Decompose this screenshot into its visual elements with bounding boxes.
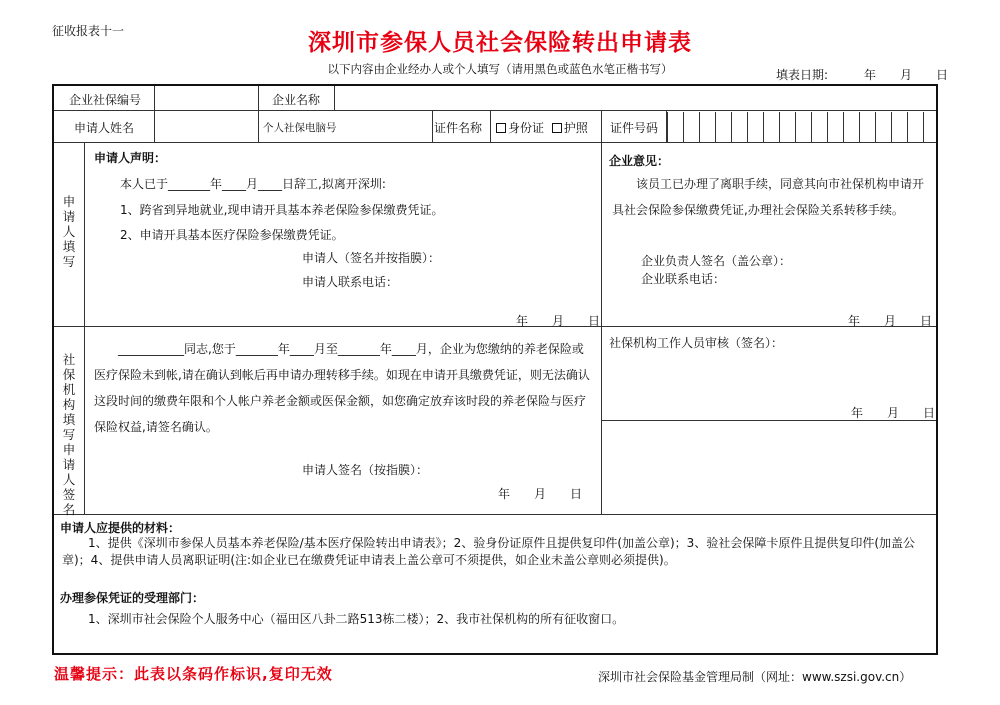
departments-text: 1、深圳市社会保险个人服务中心（福田区八卦二路513栋二楼）；2、我市社保机构的所有征收窗口。 bbox=[88, 612, 625, 626]
departments-heading: 办理参保凭证的受理部门： bbox=[60, 591, 205, 605]
company-id-input[interactable] bbox=[156, 87, 256, 109]
passport-option-label: 护照 bbox=[563, 121, 588, 135]
id-digit-box[interactable] bbox=[875, 112, 892, 142]
id-digit-box[interactable] bbox=[795, 112, 812, 142]
id-digit-box[interactable] bbox=[763, 112, 780, 142]
materials-text: 1、提供《深圳市参保人员基本养老保险/基本医疗保险转出申请表》；2、验身份证原件且提供复印件(加盖公章)；3、验社会保障卡原件且提供复印件(加盖公章)；4、提供申请人员离职证明(注:如企业已在缴费凭证申请表上盖公章可不须提供，如企业未盖公章则必须提供)。 bbox=[62, 536, 915, 567]
id-digit-box[interactable] bbox=[843, 112, 860, 142]
company-opinion-text: 该员工已办理了离职手续，同意其向市社保机构申请开具社会保险参保缴费凭证,办理社会保险关系转移手续。 bbox=[612, 177, 925, 217]
declaration-line-2: 1、跨省到异地就业,现申请开具基本养老保险参保缴费凭证。 bbox=[120, 203, 444, 217]
id-digit-box[interactable] bbox=[699, 112, 716, 142]
application-form bbox=[52, 84, 938, 655]
id-number-label: 证件号码 bbox=[610, 121, 659, 135]
company-id-label: 企业社保编号 bbox=[69, 93, 142, 107]
applicant-phone-label: 申请人联系电话： bbox=[302, 275, 399, 289]
id-digit-box[interactable] bbox=[683, 112, 700, 142]
applicant-date: 年 月 日 bbox=[516, 314, 601, 328]
id-digit-box[interactable] bbox=[747, 112, 764, 142]
id-type-label: 证件名称 bbox=[434, 121, 483, 135]
id-digit-box[interactable] bbox=[923, 112, 940, 142]
declaration-heading: 申请人声明： bbox=[94, 151, 167, 165]
company-sign-label: 企业负责人签名（盖公章）： bbox=[641, 254, 792, 268]
id-digit-box[interactable] bbox=[891, 112, 908, 142]
fill-date: 填表日期: 年 月 日 bbox=[776, 68, 949, 82]
id-type-options bbox=[496, 119, 588, 136]
applicant-confirm-sign-label: 申请人签名（按指膜）： bbox=[302, 463, 429, 477]
materials-heading: 申请人应提供的材料： bbox=[60, 521, 181, 535]
staff-review-label: 社保机构工作人员审核（签名）： bbox=[609, 336, 784, 350]
declaration-line-1: 本人已于_______年____月____日辞工,拟离开深圳: bbox=[120, 177, 386, 191]
id-digit-box[interactable] bbox=[667, 112, 684, 142]
applicant-name-label: 申请人姓名 bbox=[74, 121, 135, 135]
staff-review-date: 年 月 日 bbox=[851, 406, 936, 420]
passport-checkbox[interactable] bbox=[552, 123, 562, 133]
company-opinion-heading: 企业意见： bbox=[609, 154, 670, 168]
form-subtitle: 以下内容由企业经办人或个人填写（请用黑色或蓝色水笔正楷书写） bbox=[327, 62, 673, 76]
issuer-footer: 深圳市社会保险基金管理局制（网址：www.szsi.gov.cn） bbox=[598, 670, 912, 684]
id-digit-box[interactable] bbox=[827, 112, 844, 142]
id-digit-box[interactable] bbox=[859, 112, 876, 142]
id-digit-box[interactable] bbox=[779, 112, 796, 142]
id-card-checkbox[interactable] bbox=[496, 123, 506, 133]
applicant-section-label: 申请人填写 bbox=[62, 194, 76, 269]
applicant-confirm-date: 年 月 日 bbox=[498, 487, 583, 501]
id-digit-box[interactable] bbox=[811, 112, 828, 142]
id-number-boxes[interactable] bbox=[667, 112, 936, 142]
personal-no-label: 个人社保电脑号 bbox=[263, 122, 337, 134]
id-card-option-label: 身份证 bbox=[508, 121, 545, 135]
institution-section-label: 社保机构填写申请人签名 bbox=[62, 352, 76, 517]
id-digit-box[interactable] bbox=[907, 112, 924, 142]
company-name-input[interactable] bbox=[336, 87, 934, 109]
company-opinion-date: 年 月 日 bbox=[848, 314, 933, 328]
copy-warning: 温馨提示：此表以条码作标识,复印无效 bbox=[54, 665, 333, 683]
form-title: 深圳市参保人员社会保险转出申请表 bbox=[308, 30, 692, 56]
company-name-label: 企业名称 bbox=[272, 93, 321, 107]
id-digit-box[interactable] bbox=[715, 112, 732, 142]
staff-review-blank-area[interactable] bbox=[603, 422, 935, 512]
applicant-sign-label: 申请人（签名并按指膜）： bbox=[302, 251, 441, 265]
company-phone-label: 企业联系电话： bbox=[641, 272, 726, 286]
id-digit-box[interactable] bbox=[731, 112, 748, 142]
declaration-line-3: 2、申请开具基本医疗保险参保缴费凭证。 bbox=[120, 228, 344, 242]
applicant-name-input[interactable] bbox=[156, 112, 256, 140]
form-code: 征收报表十一 bbox=[52, 24, 125, 38]
unpaid-notice-text: ___________同志,您于_______年____月至_______年____月，企业为您缴纳的养老保险或医疗保险未到帐,请在确认到帐后再申请办理转移手续。如现在申请开具缴费凭证，则无法确认这段时间的缴费年限和个人帐户养老金额或医保金额，如您确定放弃该时段的养老保险与医疗保险权益,请签名确认。 bbox=[94, 342, 590, 434]
